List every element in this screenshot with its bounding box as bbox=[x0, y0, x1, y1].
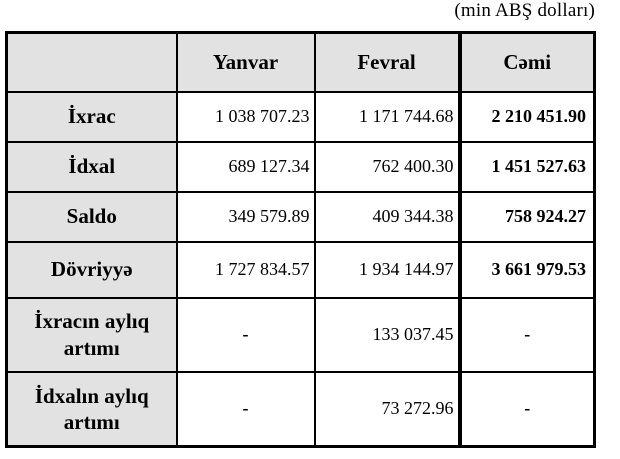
table-cell-total: 1 451 527.63 bbox=[460, 142, 595, 192]
column-header-fevral: Fevral bbox=[315, 33, 460, 92]
table-cell: 1 727 834.57 bbox=[177, 242, 315, 298]
table-cell: 409 344.38 bbox=[315, 192, 460, 242]
row-label: Dövriyyə bbox=[7, 242, 177, 298]
table-cell: 349 579.89 bbox=[177, 192, 315, 242]
trade-statistics-table bbox=[5, 31, 596, 448]
row-label: Saldo bbox=[7, 192, 177, 242]
table-cell-total: 758 924.27 bbox=[460, 192, 595, 242]
row-label: İxracın aylıq artımı bbox=[7, 298, 177, 372]
table-cell: - bbox=[177, 298, 315, 372]
table-cell-total: 2 210 451.90 bbox=[460, 92, 595, 142]
column-header-yanvar: Yanvar bbox=[177, 33, 315, 92]
table-cell: 1 171 744.68 bbox=[315, 92, 460, 142]
row-label: İdxal bbox=[7, 142, 177, 192]
row-label: İxrac bbox=[7, 92, 177, 142]
table-cell-total: - bbox=[460, 298, 595, 372]
table-caption: (min ABŞ dolları) bbox=[454, 0, 595, 21]
column-header-cemi: Cəmi bbox=[460, 33, 595, 92]
table-cell-total: 3 661 979.53 bbox=[460, 242, 595, 298]
table-row-ixracin-ayliq-artimi bbox=[7, 298, 595, 372]
table-cell: 762 400.30 bbox=[315, 142, 460, 192]
table-row-dovriyye bbox=[7, 242, 595, 298]
table-cell: 1 934 144.97 bbox=[315, 242, 460, 298]
table-row-idxal bbox=[7, 142, 595, 192]
row-label: İdxalın aylıq artımı bbox=[7, 372, 177, 447]
table-cell-total: - bbox=[460, 372, 595, 447]
table-cell: 133 037.45 bbox=[315, 298, 460, 372]
header-row bbox=[7, 33, 595, 92]
table-cell: 1 038 707.23 bbox=[177, 92, 315, 142]
table-cell: - bbox=[177, 372, 315, 447]
table-row-ixrac bbox=[7, 92, 595, 142]
table-row-idxalin-ayliq-artimi bbox=[7, 372, 595, 447]
table-cell: 73 272.96 bbox=[315, 372, 460, 447]
table-cell: 689 127.34 bbox=[177, 142, 315, 192]
table-row-saldo bbox=[7, 192, 595, 242]
column-header-empty bbox=[7, 33, 177, 92]
